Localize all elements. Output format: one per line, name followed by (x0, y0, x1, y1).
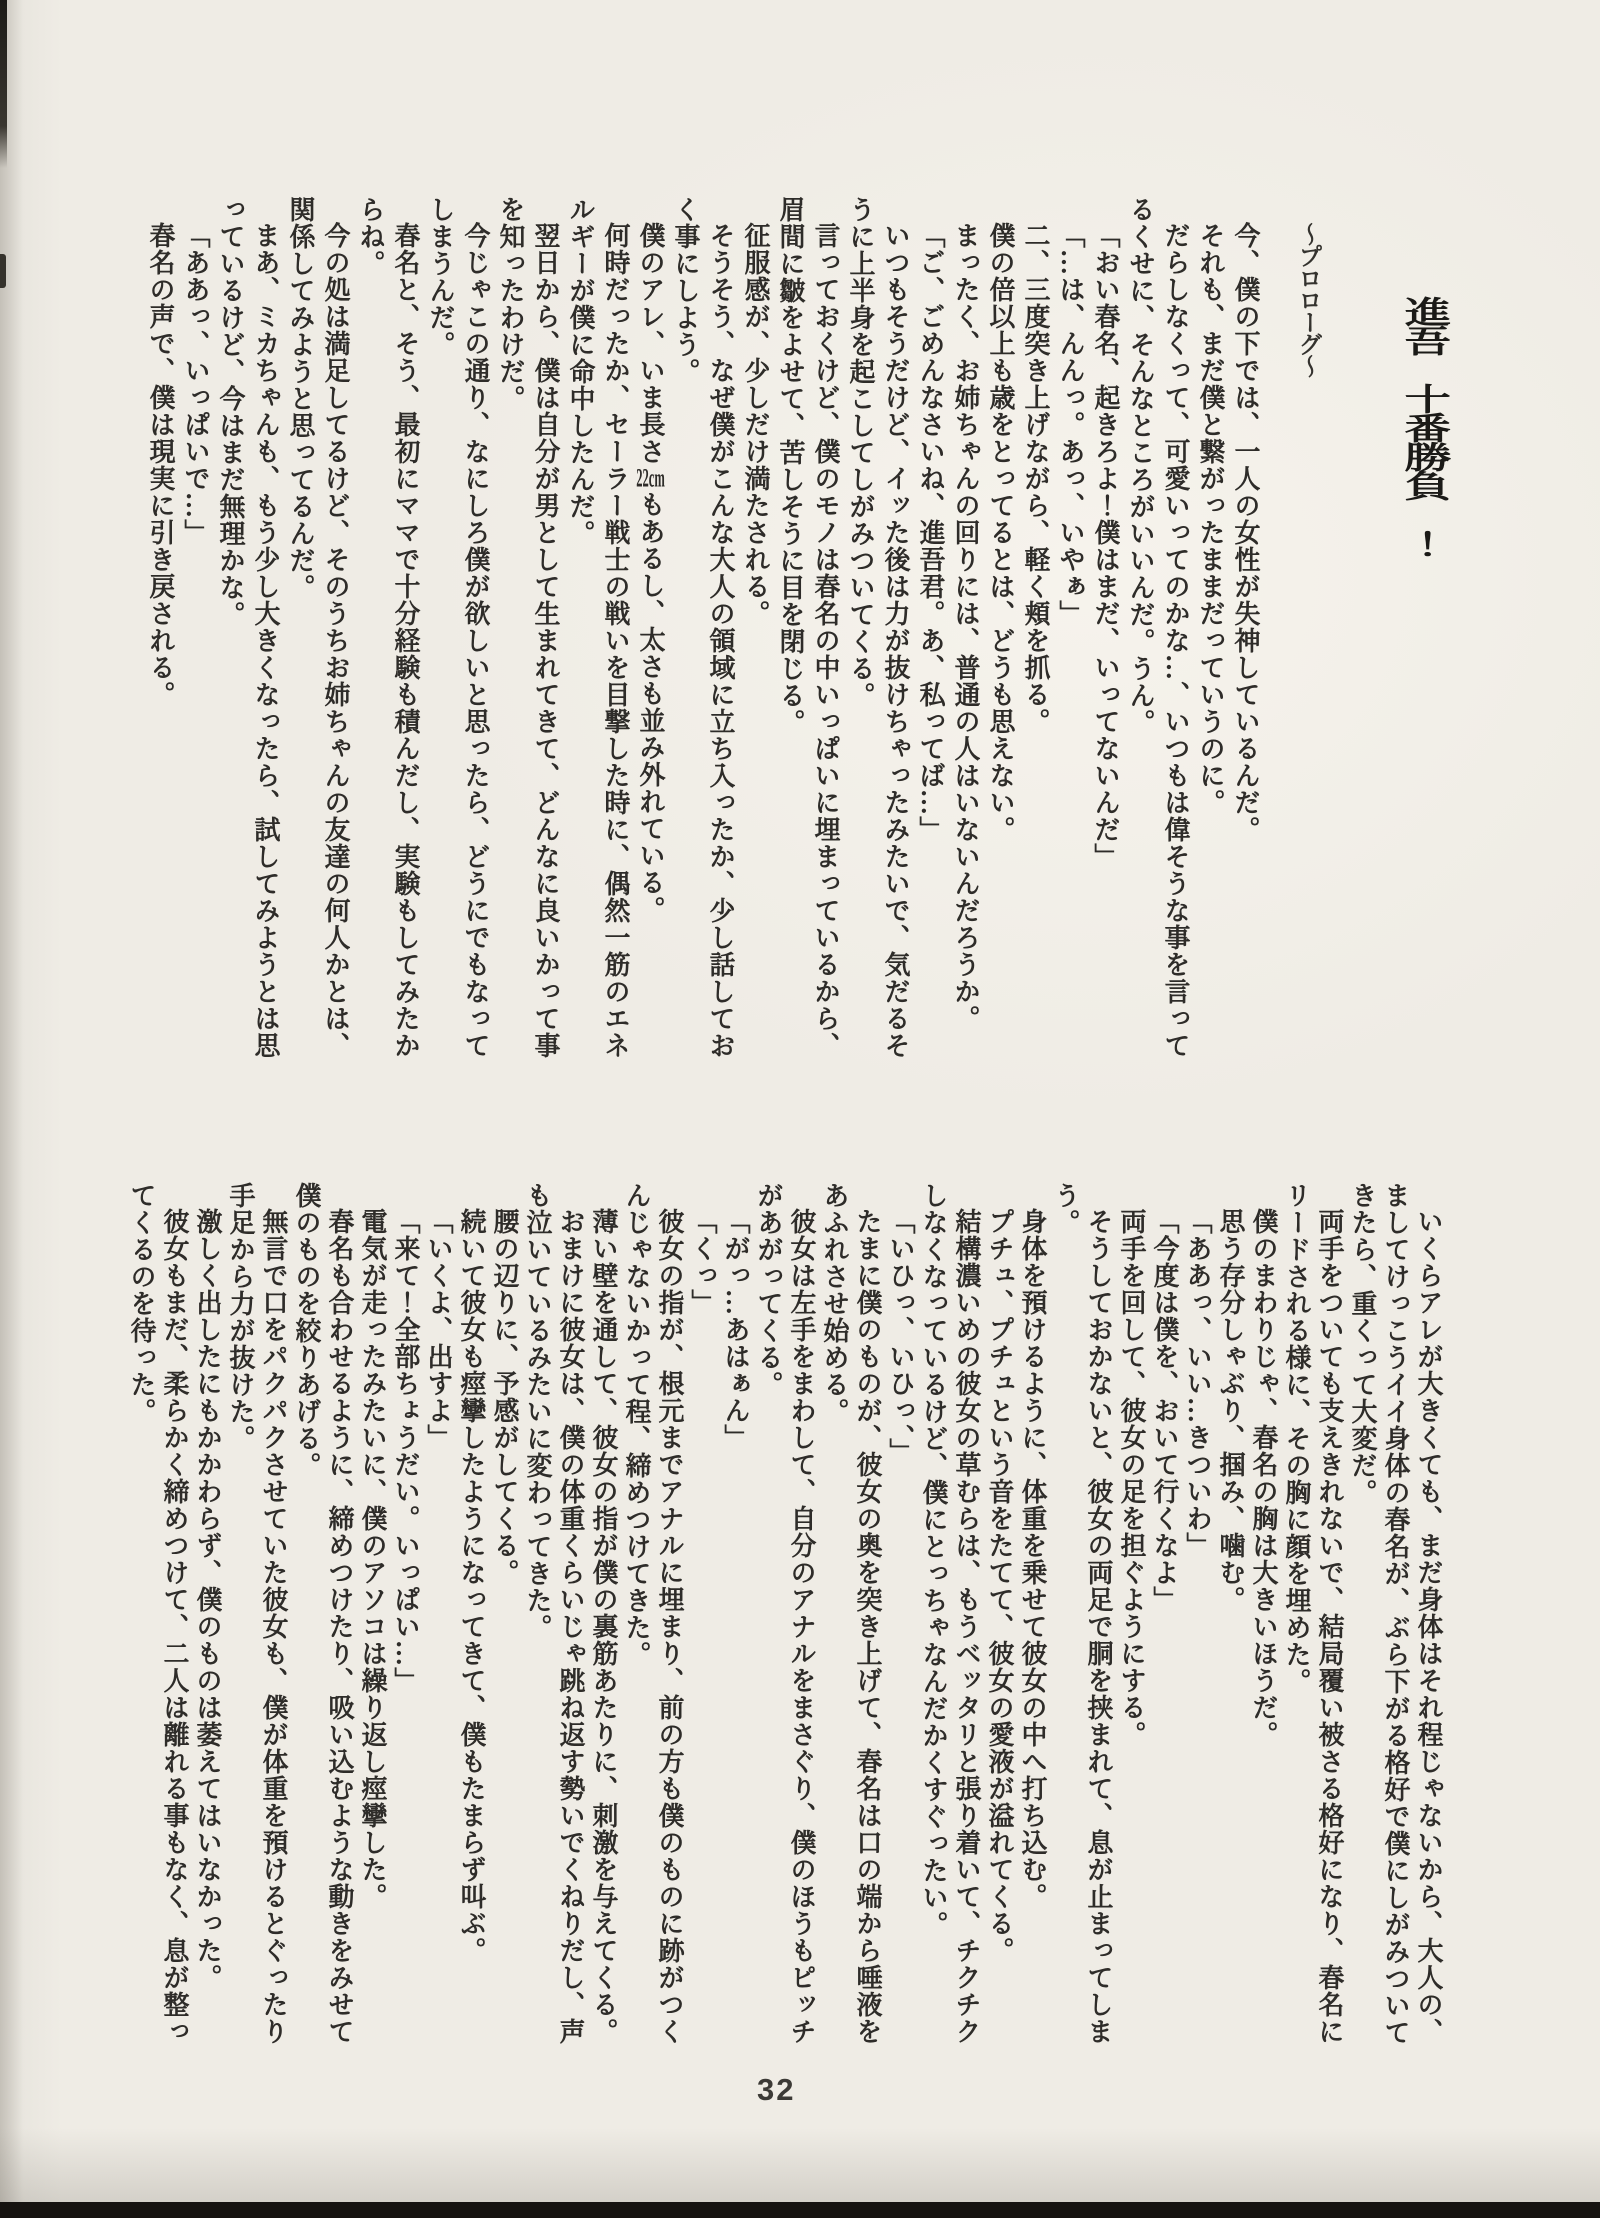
scan-artifact-bottom-bar (0, 2202, 1600, 2218)
story-paragraph: だらしなくって、可愛いってのかな…、いつもは偉そうな事を言ってるくせに、そんなところがいいんだ。うん。 (1126, 196, 1190, 1059)
story-paragraph: 僕のまわりじゃ、春名の胸は大きいほうだ。 (1249, 1208, 1278, 1748)
story-paragraph: 「おい春名、起きろよ！僕はまだ、いってないんだ」 (1091, 222, 1120, 870)
story-paragraph: 彼女の指が、根元までアナルに埋まり、前の方も僕のものに跡がつくんじゃないかって程、締めつけてきた。 (622, 1182, 684, 2045)
story-paragraph: いくらアレが大きくても、まだ身体はそれ程じゃないから、大人の、ましてけっこうイイ身体の春名が、ぶら下がる格好で僕にしがみついてきたら、重くって大変だ。 (1348, 1182, 1443, 2046)
story-paragraph: 「くっ」 (688, 1208, 717, 1316)
story-paragraph: 春名と、そう、最初にママで十分経験も積んだし、実験もしてみたからね。 (356, 196, 420, 1059)
story-paragraph: まったく、お姉ちゃんの回りには、普通の人はいないんだろうか。 (951, 222, 980, 1032)
scan-artifact-left-strip (0, 0, 7, 168)
page-number: 32 (757, 2072, 796, 2107)
story-paragraph: まあ、ミカちゃんも、もう少し大きくなったら、試してみようとは思っているけど、今はまだ無理かな。 (216, 196, 280, 1059)
story-paragraph: 「いひっ、いひっ、」 (886, 1208, 915, 1465)
story-paragraph: 無言で口をパクパクさせていた彼女も、僕が体重を預けるとぐったり手足から力が抜けた。 (226, 1182, 288, 2045)
story-paragraph: 僕のアレ、いま長さ22cmもあるし、太さも並み外れている。 (636, 222, 665, 923)
story-paragraph: 両手を回して、彼女の足を担ぐようにする。 (1117, 1208, 1146, 1748)
story-paragraph: 翌日から、僕は自分が男として生まれてきて、どんなに良いかって事を知ったわけだ。 (496, 196, 560, 1059)
story-paragraph: そうしておかないと、彼女の両足で胴を挟まれて、息が止まってしまう。 (1051, 1182, 1113, 2045)
story-text-block-top (143, 196, 1263, 1066)
story-paragraph: 思う存分しゃぶり、掴み、噛む。 (1216, 1208, 1245, 1613)
story-paragraph: プチュ、プチュという音をたてて、彼女の愛液が溢れてくる。 (985, 1208, 1014, 1964)
story-paragraph: 「ああっ、いい…きついわ」 (1183, 1208, 1212, 1559)
story-paragraph: 征服感が、少しだけ満たされる。 (741, 222, 770, 627)
story-paragraph: 今の処は満足してるけど、そのうちお姉ちゃんの友達の何人かとは、関係してみようと思ってるんだ。 (286, 196, 350, 1059)
scan-left-edge-shading (0, 0, 24, 2218)
story-paragraph: 彼女もまだ、柔らかく締めつけて、二人は離れる事もなく、息が整ってくるのを待った。 (127, 1182, 189, 2045)
story-paragraph: たまに僕のものが、彼女の奥を突き上げて、春名は口の端から唾液をあふれさせ始める。 (820, 1182, 882, 2045)
story-paragraph: いつもそうだけど、イッた後は力が抜けちゃったみたいで、気だるそうに上半身を起こしてしがみついてくる。 (846, 196, 910, 1059)
story-paragraph: そうそう、なぜ僕がこんな大人の領域に立ち入ったか、少し話しておく事にしよう。 (671, 196, 735, 1059)
story-paragraph: 電気が走ったみたいに、僕のアソコは繰り返し痙攣した。 (358, 1208, 387, 1910)
story-paragraph: 彼女は左手をまわして、自分のアナルをまさぐり、僕のほうもピッチがあがってくる。 (754, 1182, 816, 2045)
story-paragraph: それも、まだ僕と繋がったままだっていうのに。 (1196, 222, 1225, 816)
story-paragraph: 続いて彼女も痙攣したようになってきて、僕もたまらず叫ぶ。 (457, 1208, 486, 1964)
story-paragraph: 僕の倍以上も歳をとってるとは、どうも思えない。 (986, 222, 1015, 843)
story-paragraph: 何時だったか、セーラー戦士の戦いを目撃した時に、偶然一筋のエネルギーが僕に命中したんだ。 (566, 196, 630, 1059)
story-paragraph: 「…は、んんっ。あっ、いやぁ」 (1056, 222, 1085, 627)
story-paragraph: 薄い壁を通して、彼女の指が僕の裏筋あたりに、刺激を与えてくる。 (589, 1208, 618, 2045)
story-paragraph: 「今度は僕を、おいて行くなよ」 (1150, 1208, 1179, 1613)
story-paragraph: 「来て！全部ちょうだい。いっぱい…」 (391, 1208, 420, 1694)
story-paragraph: 激しく出したにもかかわらず、僕のものは萎えてはいなかった。 (193, 1208, 222, 1991)
story-title: 進吾 十番勝負 ！ (1397, 296, 1450, 557)
scan-artifact-left-mark (0, 254, 6, 288)
story-paragraph: 「いくよ、出すよ」 (424, 1208, 453, 1451)
story-paragraph: 春名の声で、僕は現実に引き戻される。 (146, 222, 175, 708)
scan-bottom-shading (0, 2128, 1600, 2202)
story-paragraph: 今じゃこの通り、なにしろ僕が欲しいと思ったら、どうにでもなってしまうんだ。 (426, 196, 490, 1059)
story-paragraph: 「ああっ、いっぱいで…」 (181, 222, 210, 546)
story-paragraph: 二、三度突き上げながら、軽く頬を抓る。 (1021, 222, 1050, 735)
story-paragraph: 春名も合わせるように、締めつけたり、吸い込むような動きをみせて僕のものを絞りあげる。 (292, 1182, 354, 2045)
prologue-heading: ～プロローグ～ (1294, 222, 1320, 376)
story-paragraph: 「ご、ごめんなさいね、進吾君。あ、私ってば…」 (916, 222, 945, 843)
story-paragraph: 今、僕の下では、一人の女性が失神しているんだ。 (1231, 222, 1260, 843)
story-paragraph: 言っておくけど、僕のモノは春名の中いっぱいに埋まっているから、眉間に皺をよせて、苦しそうに目を閉じる。 (776, 196, 840, 1059)
story-text-block-bottom (125, 1182, 1445, 2052)
story-paragraph: 結構濃いめの彼女の草むらは、もうベッタリと張り着いて、チクチクしなくなっているけど、僕にとっちゃなんだかくすぐったい。 (919, 1182, 981, 2045)
story-paragraph: 両手をついても支えきれないで、結局覆い被さる格好になり、春名にリードされる様に、その胸に顔を埋めた。 (1282, 1182, 1344, 2045)
story-paragraph: おまけに彼女は、僕の体重くらいじゃ跳ね返す勢いでくねりだし、声も泣いているみたいに変わってきた。 (523, 1182, 585, 2045)
story-paragraph: 身体を預けるように、体重を乗せて彼女の中へ打ち込む。 (1018, 1208, 1047, 1910)
story-paragraph: 「がっ…あはぁん」 (721, 1208, 750, 1451)
story-paragraph: 腰の辺りに、予感がしてくる。 (490, 1208, 519, 1586)
